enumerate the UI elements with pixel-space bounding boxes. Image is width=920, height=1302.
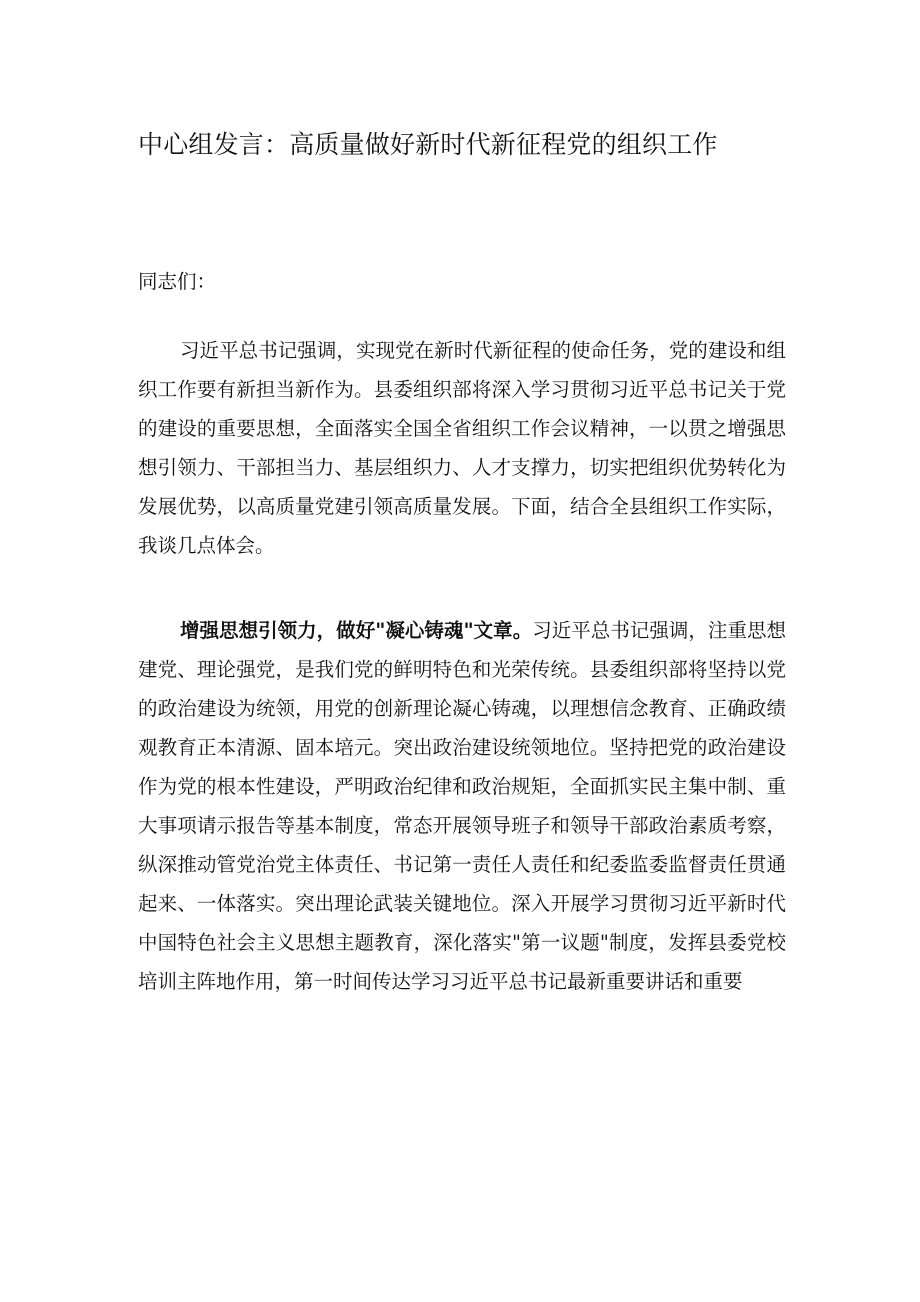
paragraph-intro: 习近平总书记强调，实现党在新时代新征程的使命任务，党的建设和组织工作要有新担当新作为。县委组织部将深入学习贯彻习近平总书记关于党的建设的重要思想，全面落实全国全省组织工作会议精神，一以贯之增强思想引领力、干部担当力、基层组织力、人才支撑力，切实把组织优势转化为发展优势，以高质量党建引领高质量发展。下面，结合全县组织工作实际，我谈几点体会。 (138, 339, 786, 557)
document-title: 中心组发言：高质量做好新时代新征程党的组织工作 (138, 130, 718, 159)
salutation: 同志们： (138, 270, 217, 293)
paragraph-lead-heading: 增强思想引领力，做好"凝心铸魂"文章。 (180, 619, 533, 642)
paragraph-body-text: 习近平总书记强调，注重思想建党、理论强党，是我们党的鲜明特色和光荣传统。县委组织部将坚持以党的政治建设为统领，用党的创新理论凝心铸魂，以理想信念教育、正确政绩观教育正本清源、固本培元。突出政治建设统领地位。坚持把党的政治建设作为党的根本性建设，严明政治纪律和政治规矩，全面抓实民主集中制、重大事项请示报告等基本制度，常态开展领导班子和领导干部政治素质考察，纵深推动管党治党主体责任、书记第一责任人责任和纪委监委监督责任贯通起来、一体落实。突出理论武装关键地位。深入开展学习贯彻习近平新时代中国特色社会主义思想主题教育，深化落实"第一议题"制度，发挥县委党校培训主阵地作用，第一时间传达学习习近平总书记最新重要讲话和重要 (138, 619, 786, 993)
paragraph-thought-leadership (138, 611, 786, 1001)
